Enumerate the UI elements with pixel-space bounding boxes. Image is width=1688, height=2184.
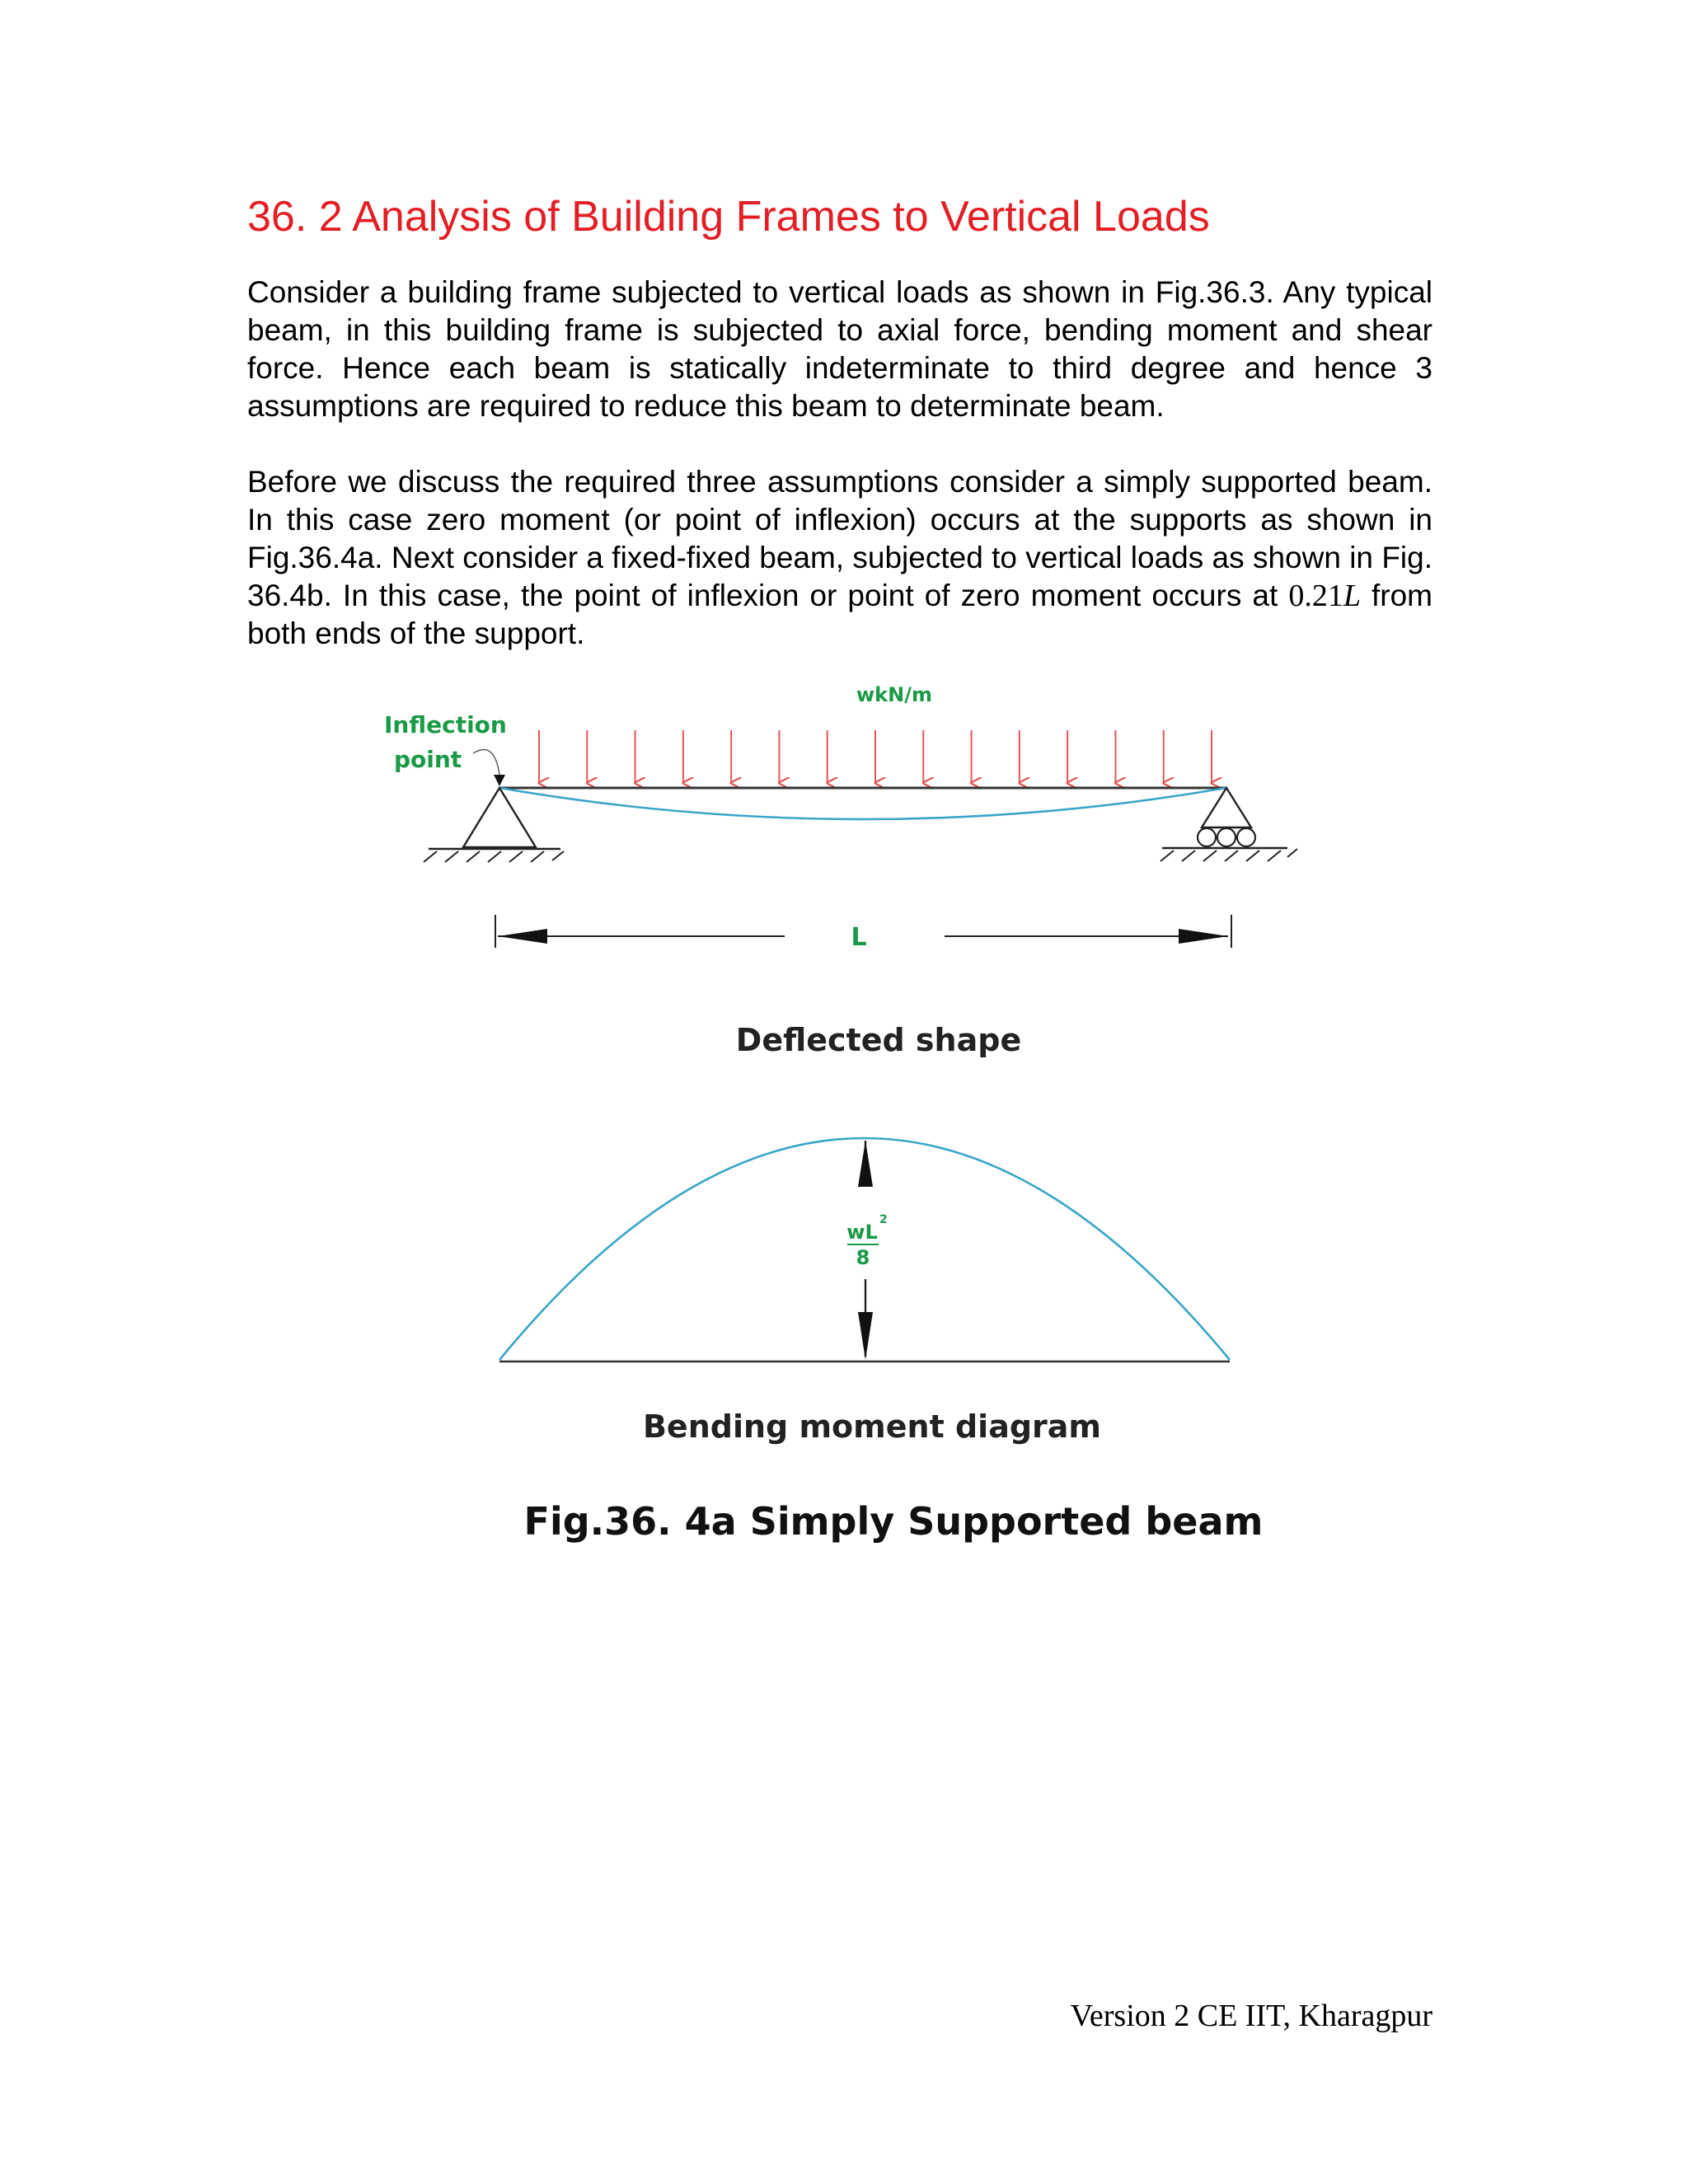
bending-moment-caption: Bending moment diagram [642, 1408, 1102, 1445]
distributed-load-arrows [539, 730, 1212, 783]
figure-caption: Fig.36. 4a Simply Supported beam [523, 1499, 1264, 1544]
inflection-arrowhead [494, 775, 505, 786]
paragraph-2-text-end: from both ends of the support. [247, 579, 1433, 650]
inflection-label-line2: point [394, 746, 462, 773]
moment-denominator: 8 [856, 1246, 870, 1269]
moment-exponent: 2 [879, 1213, 888, 1226]
moment-numerator: wL [846, 1221, 878, 1244]
page-title: 36. 2 Analysis of Building Frames to Vertical Loads [247, 193, 1210, 241]
inflection-label-line1: Inflection [384, 711, 507, 738]
span-label: L [851, 923, 867, 952]
paragraph-2-text: Before we discuss the required three assumptions consider a simply supported beam. In this case zero moment (or point of inflexion) occurs at the supports as shown in Fig.36.4a. Next consider a fixed-fixed beam, subjected to vertical loads as shown in Fig. 36.4b. In this case, the point of inflexion or point of zero moment occurs at [247, 465, 1432, 612]
math-variable: L [1343, 579, 1361, 613]
roller-support-right [1160, 788, 1297, 861]
load-label: wkN/m [856, 683, 932, 706]
deflected-shape-curve [499, 788, 1226, 819]
inflection-pointer [473, 750, 499, 775]
math-coefficient: 0.21 [1288, 579, 1343, 613]
paragraph-1: Consider a building frame subjected to vertical loads as shown in Fig.36.3. Any typical beam, in this building frame is subjected to axial force, bending moment and shear force. Hence each beam is statically indeterminate to third degree and hence 3 assumptions are required to reduce this beam to determinate beam. [247, 275, 1432, 423]
pin-support-left [424, 788, 564, 862]
footer-version: Version 2 CE IIT, Kharagpur [1070, 1999, 1432, 2033]
deflected-shape-caption: Deflected shape [735, 1022, 1022, 1058]
